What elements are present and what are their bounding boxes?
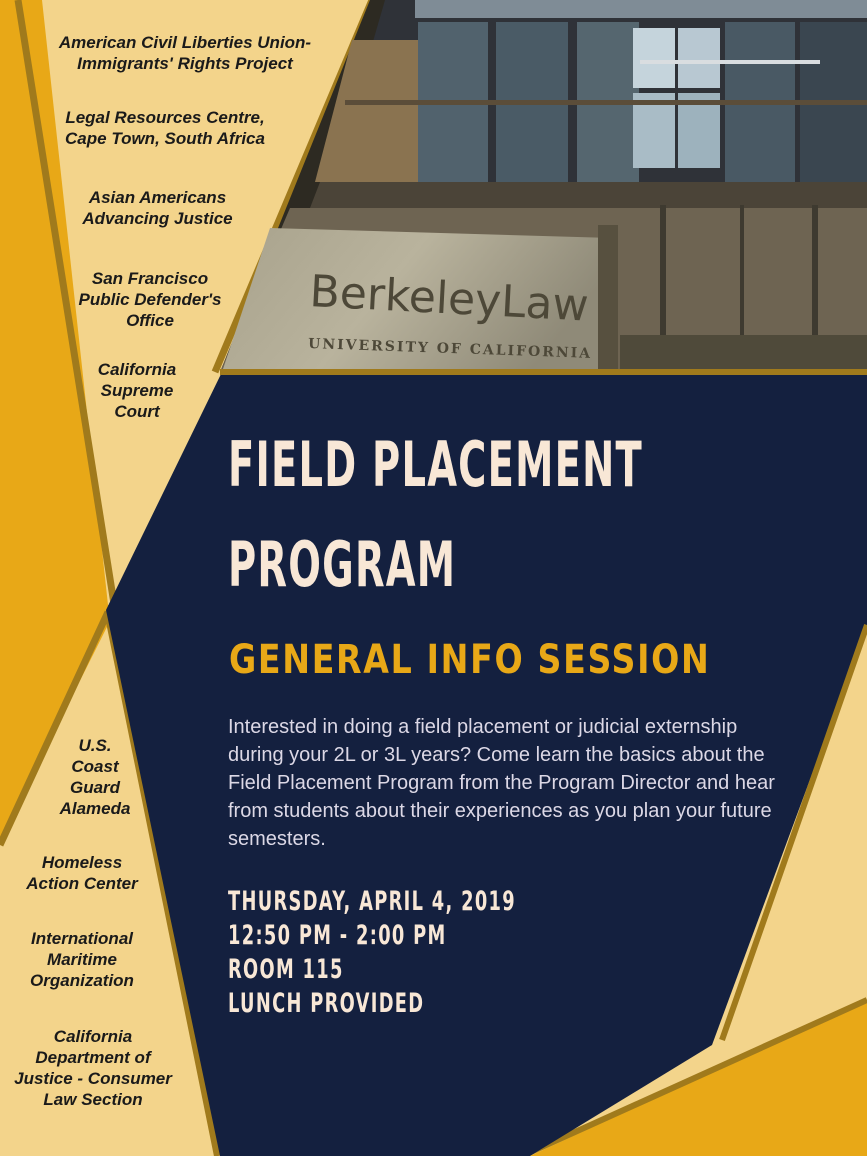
title-line-2: PROGRAM xyxy=(228,528,457,601)
university-sign-text: UNIVERSITY OF CALIFORNIA xyxy=(307,336,593,362)
organization-name: California Department of Justice - Consumer Law Section xyxy=(14,1027,172,1109)
description: Interested in doing a field placement or judicial externship during your 2L or 3L years? Come learn the basics about the Field Placement Program from the Program Director and hear from students about their experiences as you plan your future semesters. xyxy=(228,716,775,850)
event-date: THURSDAY, APRIL 4, 2019 xyxy=(228,886,516,917)
event-lunch: LUNCH PROVIDED xyxy=(228,988,425,1019)
organization-name: California Supreme Court xyxy=(97,360,177,421)
organization-name: Asian Americans Advancing Justice xyxy=(82,188,233,228)
event-room: ROOM 115 xyxy=(228,954,344,985)
berkeley-law-sign-text: BerkeleyLaw xyxy=(308,266,590,332)
event-time: 12:50 PM - 2:00 PM xyxy=(228,920,447,951)
subtitle: GENERAL INFO SESSION xyxy=(229,637,711,683)
organization-name: Homeless Action Center xyxy=(26,853,138,893)
organization-name: U.S. Coast Guard Alameda xyxy=(59,736,131,818)
organization-name: American Civil Liberties Union- Immigrants' Rights Project xyxy=(58,33,312,73)
title-line-1: FIELD PLACEMENT xyxy=(228,428,644,501)
organization-name: Legal Resources Centre, Cape Town, South Africa xyxy=(65,108,265,148)
organization-name: San Francisco Public Defender's Office xyxy=(78,269,222,330)
organization-name: International Maritime Organization xyxy=(30,929,134,990)
